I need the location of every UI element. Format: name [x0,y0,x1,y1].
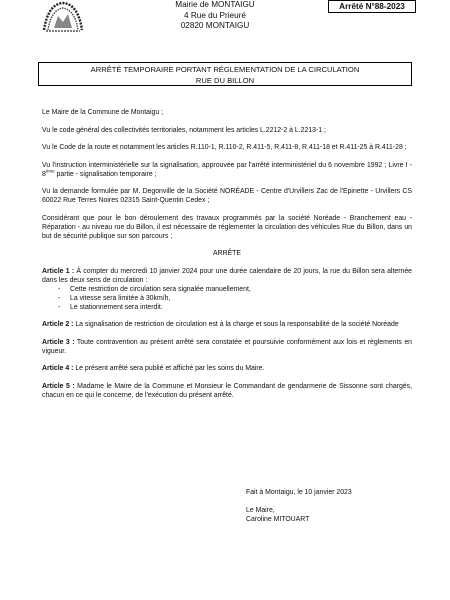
preamble-instruction [42,161,412,179]
preamble-maire: Le Maire de la Commune de Montaigu ; [42,109,164,116]
article-1-label: Article 1 : [42,267,75,275]
signature-block [246,488,426,524]
article-5-label: Article 5 : [42,382,75,390]
article-3-text: Toute contravention au présent arrêté sera constatée et poursuivie conformément aux lois et règlements en vigueur. [42,338,412,355]
article-2-text: La signalisation de restriction de circulation est à la charge et sous la responsabilité de la société Noréade [73,321,399,328]
mairie-street: 4 Rue du Prieuré [184,10,246,20]
preamble-cgct: Vu le code général des collectivités territoriales, notamment les articles L.2212-2 à L.2213-1 ; [42,126,326,134]
preamble-instruction-sup: ème [45,168,55,174]
preamble-demande: Vu la demande formulée par M. Degonville de la Société NORÉADE - Centre d'Urvillers Zac de l'Epinette - Urvillers CS 60022 Rue Terres Noires 02315 Saint-Quentin Cedex ; [42,188,412,204]
article-3-label: Article 3 : [42,338,75,346]
mairie-postcode: 02820 MONTAIGU [180,21,250,30]
arrete-heading: ARRÊTE [213,250,241,257]
article-5 [42,382,412,400]
preamble-considerant: Considérant que pour le bon déroulement des travaux programmés par la société Noréade - Branchement eau - Réparation - au niveau rue du Billon, il est nécessaire de réglementer la circulation des véhicules Rue du Billon, dans un but de sécurité publique sur son parcours ; [42,214,412,240]
article-1-list [42,285,412,312]
preamble-instruction-end: partie - signalisation temporaire ; [54,170,157,178]
article-2-label: Article 2 : [42,321,74,328]
commune-seal-image [40,0,86,36]
mairie-name: Mairie de MONTAIGU [175,0,255,9]
list-item: - Le stationnement sera interdit. [58,303,412,312]
mairie-address [140,0,290,32]
article-1 [42,267,412,285]
preamble-instruction-text: Vu l'instruction interministérielle sur la signalisation, approuvée par l'arrêté interministériel du 6 novembre 1992 ; Livre I - 8 [42,161,412,178]
article-2 [42,320,412,329]
article-5-text: Madame le Maire de la Commune et Monsieur le Commandant de gendarmerie de Sissonne sont chargés, chacun en ce qui le concerne, de l'exécution du présent arrêté. [42,382,412,399]
article-4-text: Le présent arrêté sera publié et affiché par les soins du Maire. [73,365,265,372]
title-line-1: ARRÊTÉ TEMPORAIRE PORTANT RÉGLEMENTATION DE LA CIRCULATION [90,65,360,74]
list-item: - Cette restriction de circulation sera signalée manuellement, [58,285,412,294]
signature-name: Caroline MITOUART [246,516,310,523]
article-4 [42,364,412,373]
document-title-box [38,62,412,86]
title-line-2: RUE DU BILLON [195,75,255,85]
article-3 [42,338,412,356]
preamble-code-route: Vu le Code de la route et notamment les articles R.110-1, R.110-2, R.411-5, R.411-8, R.411-18 et R.411-25 à R.411-28 ; [42,144,407,151]
article-1-text: À compter du mercredi 10 janvier 2024 pour une durée calendaire de 20 jours, la rue du Billon sera alternée dans les deux sens de circulation : [42,267,412,284]
arrete-number-box: Arrêté N°88-2023 [328,0,416,13]
signature-role: Le Maire, [246,507,275,514]
signature-place-date: Fait à Montaigu, le 10 janvier 2023 [246,489,352,496]
article-4-label: Article 4 : [42,365,74,372]
document-body [42,108,412,408]
list-item: - La vitesse sera limitée à 30km/h, [58,294,412,303]
